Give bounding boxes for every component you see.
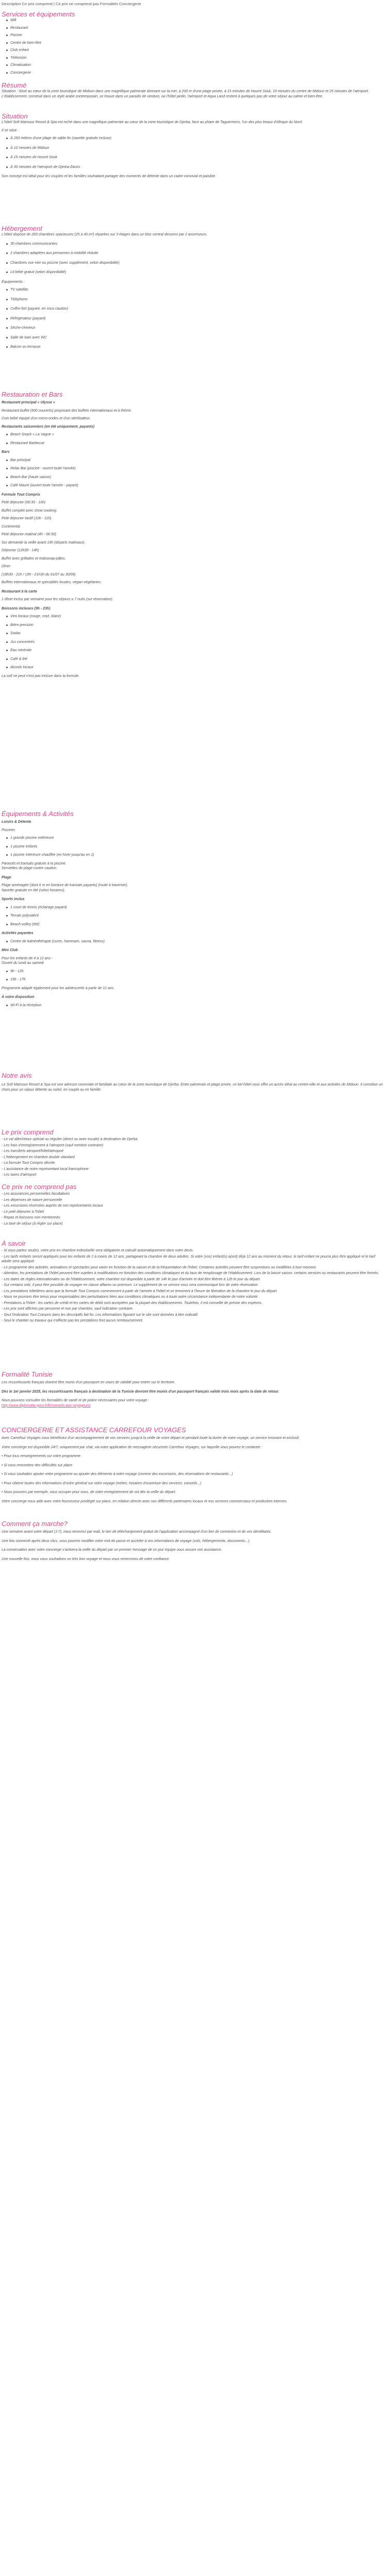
comprend-line: - Le vol aller/retour spécial ou régulier (direct ou avec escale) à destination de Djerba bbox=[2, 1138, 138, 1141]
situation-item: À 30 minutes de l'aéroport de Djerba-Zarzis bbox=[0, 165, 385, 170]
sport-item: 1 court de tennis (éclairage payant) bbox=[0, 905, 385, 910]
savoir-line: - Les prestations hôtelières ainsi que la formule Tout Compris commencent à partir de l'arrivée à l'hôtel et se terminent à l'heure de libération de la chambre le jour du départ. bbox=[2, 1289, 278, 1293]
restauration-section bbox=[0, 391, 385, 679]
savoir-line: - Sur certains vols, il peut être possible de voyager en classe affaires ou premium. Le supplément de ce service vous sera communiqué lors de votre réservation. bbox=[2, 1283, 259, 1287]
ne-comprend-line: - Les excursions réservées auprès de nos représentants locaux bbox=[2, 1204, 103, 1208]
comprend-line: - Les taxes d'aéroport bbox=[2, 1173, 37, 1177]
equipement-item: Balcon ou terrasse bbox=[0, 345, 385, 350]
boisson-item: Alcools locaux bbox=[0, 665, 385, 670]
comprend-section bbox=[0, 1128, 385, 1178]
conciergerie-title: CONCIERGERIE ET ASSISTANCE CARREFOUR VOYAGES bbox=[2, 1426, 186, 1434]
conciergerie-p1: Avec Carrefour Voyages vous bénéficiez d'un accompagnement de vos services jusqu'à la veille de votre départ et pendant toute la durée de votre voyage, un service innovant et exclusif. bbox=[2, 1436, 300, 1440]
comment-p2: Une fois connecté après deux clics, vous pourrez modifier votre mot de passe et accéder à vos informations de voyage (vols, hébergements, documents...). bbox=[2, 1539, 251, 1543]
service-item: Restaurant bbox=[0, 26, 385, 31]
formule-line: Petit déjeuner (06:30 - 10h) bbox=[2, 501, 46, 504]
comment-p3: La conversation avec votre concierge s'activera la veille du départ par un premier message de ce jour équipe vous assure son assistance. bbox=[2, 1548, 222, 1552]
comprend-line: - L'assistance de notre représentant local francophone bbox=[2, 1167, 89, 1171]
avis-section bbox=[0, 1072, 385, 1092]
hebergement-item: 30 chambres communicantes bbox=[0, 242, 385, 247]
boisson-item: Bière pression bbox=[0, 623, 385, 628]
equipement-item: Sèche-cheveux bbox=[0, 326, 385, 331]
breadcrumb: Description Ce prix comprend | Ce prix ne comprend pas Formalités Conciergerie bbox=[2, 2, 141, 6]
piscine-item: 1 piscine enfants bbox=[0, 844, 385, 850]
payantes-list bbox=[0, 939, 385, 944]
restaurant-principal-label: Restaurant principal « Ulysse » bbox=[2, 401, 55, 404]
bars-list bbox=[0, 458, 385, 488]
formule-line: (18h30 - 21h / 19h - 21h30 du 01/07 au 30/09) bbox=[2, 572, 76, 577]
formalites-title: Formalité Tunisie bbox=[2, 1370, 53, 1378]
formule-line: Buffet avec grillades et malsouqa-pâtes. bbox=[2, 556, 66, 561]
formalites-link[interactable]: http://www.diplomatie.gouv.fr/fr/conseils-aux-voyageurs/ bbox=[2, 1403, 91, 1408]
formule-line: Petit déjeuner tardif (10h - 11h) bbox=[2, 517, 52, 520]
savoir-line: - Seul l'indication Tout Compris dans les descriptifs fait foi. Les informations figurant sur le site sont données à titre indicatif. bbox=[2, 1313, 199, 1317]
conciergerie-p2: Votre concierge est disponible 24/7, uniquement par chat, via votre application de messagerie sécurisée Carrefour Voyages, sur laquelle vous pouvez le contacter : bbox=[2, 1445, 263, 1449]
boisson-item: Jus concentrés bbox=[0, 640, 385, 645]
restaurant-principal-text: Restaurant buffet (500 couverts) proposant des buffets internationaux et à thème. bbox=[2, 409, 132, 413]
ne-comprend-line: - Les dépenses de nature personnelle bbox=[2, 1198, 62, 1202]
situation-title: Situation bbox=[2, 112, 28, 120]
formalites-p3: Nous pouvons consulter les formalités de santé et de police nécessaires pour votre voyage : bbox=[2, 1399, 149, 1402]
situation-section bbox=[0, 112, 385, 179]
activites-title: Équipements & Activités bbox=[2, 810, 74, 818]
miniclub-item: 15h - 17h bbox=[0, 977, 385, 982]
boisson-item: Eau minérale bbox=[0, 648, 385, 653]
comprend-line: - Les transferts aéroport/hôtel/aéroport bbox=[2, 1149, 63, 1153]
comprend-line: - L'hébergement en chambre double standard bbox=[2, 1155, 75, 1159]
savoir-line: - Si vous partez seul(e), votre prix en chambre individuelle sera obligatoire et calculé automatiquement dans votre devis. bbox=[2, 1249, 194, 1252]
services-section bbox=[0, 10, 385, 78]
savoir-line: - Le programme des activités, animations et spectacles peut varier en fonction de la saison et de la fréquentation de l'hôtel. Certaines activités peuvent être suspendues ou modifiées à tout moment. bbox=[2, 1265, 317, 1269]
comment-p4: Une nouvelle fois, nous vous souhaitons un très bon voyage et nous vous remercions de votre confiance. bbox=[2, 1557, 170, 1561]
service-item: Conciergerie bbox=[0, 71, 385, 76]
sports-list bbox=[0, 905, 385, 927]
miniclub-label: Mini Club bbox=[2, 948, 18, 952]
services-list bbox=[0, 18, 385, 75]
ne-comprend-title: Ce prix ne comprend pas bbox=[2, 1183, 77, 1191]
hebergement-section bbox=[0, 225, 385, 354]
miniclub-item: 9h - 12h bbox=[0, 969, 385, 974]
ne-comprend-line: - La taxe de séjour (à régler sur place) bbox=[2, 1222, 63, 1226]
services-title: Services et équipements bbox=[2, 10, 75, 18]
savoir-title: À savoir bbox=[2, 1240, 26, 1247]
savoir-lines bbox=[0, 1248, 385, 1324]
conciergerie-line: • Pour tous renseignements sur votre programme bbox=[2, 1454, 81, 1458]
restaurants-saisonniers-list bbox=[0, 432, 385, 446]
equipement-item: Salle de bain avec WC bbox=[0, 335, 385, 341]
situation-item: À 15 minutes de Houmt Souk bbox=[0, 155, 385, 160]
formalites-p1: Les ressortissants français doivent être munis d'un passeport en cours de validité pour entrer sur le territoire. bbox=[2, 1381, 175, 1384]
service-item: Climatisation bbox=[0, 63, 385, 68]
restauration-title: Restauration et Bars bbox=[2, 391, 63, 398]
conciergerie-lines bbox=[0, 1454, 385, 1495]
sport-item: Terrain polyvalent bbox=[0, 913, 385, 919]
boisson-item: Vins locaux (rouge, rosé, blanc) bbox=[0, 614, 385, 619]
bar-item: Bar principal bbox=[0, 458, 385, 463]
hebergement-paragraph: L'hôtel dispose de 269 chambres spacieuses (25 à 40 m²) réparties sur 3 étages dans un bloc central desservi par 2 ascenseurs. bbox=[2, 233, 208, 236]
bar-item: Beach Bar (haute saison) bbox=[0, 475, 385, 480]
boisson-item: Sodas bbox=[0, 631, 385, 636]
boissons-list bbox=[0, 614, 385, 670]
piscines-list bbox=[0, 836, 385, 858]
equipement-item: TV satellite bbox=[0, 287, 385, 293]
sport-item: Beach-volley (été) bbox=[0, 922, 385, 927]
situation-paragraph-3: Son concept est idéal pour les couples et les familles souhaitant partager des moments de détente dans un cadre convivial et paisible. bbox=[2, 175, 216, 178]
payantes-label: Activités payantes bbox=[2, 931, 34, 935]
situation-item: À 10 minutes de Midoun bbox=[0, 146, 385, 151]
service-item: Centre de bien-être bbox=[0, 41, 385, 46]
service-item: Piscine bbox=[0, 33, 385, 38]
resume-paragraph-2: L'établissement, construit dans un style arabe contemporain, se trouve dans un paradis de verdure, où l'hôtel jardin, l'aéroport et Aqua Land restent à quelques pas de votre séjour au calme et bien-être. bbox=[2, 94, 323, 98]
equipements-list bbox=[0, 287, 385, 350]
savoir-line: - Nous ne pouvons être tenus pour responsables des perturbations liées aux conditions climatiques ou à toute autre circonstance indépendante de notre volonté. bbox=[2, 1295, 259, 1299]
comprend-title: Le prix comprend bbox=[2, 1128, 54, 1136]
formule-lines bbox=[0, 500, 385, 585]
formule-line: Continental. bbox=[2, 524, 21, 529]
equipement-item: Coffre-fort (payant, en sous caution) bbox=[0, 307, 385, 312]
resume-paragraph-1: Situation : Situé au cœur de la zone touristique de Midoun dans une magnifique palmeraie donnant sur la mer, à 200 m d'une plage privée, à 15 minutes de Houmt Souk, 10 minutes du centre de Midoun et 25 minutes de l'aéroport. bbox=[2, 90, 369, 93]
situation-paragraph-1: L'hôtel Sofi Mansour Resort & Spa est niché dans une magnifique palmeraie au cœur de la zone touristique de Djerba, face au phare de Taguermess, l'un des plus beaux d'Afrique du Nord. bbox=[2, 121, 303, 124]
conciergerie-section bbox=[0, 1426, 385, 1504]
carte-text: 1 dîner inclus par semaine pour les séjours ≥ 7 nuits (sur réservation). bbox=[2, 598, 113, 601]
savoir-section bbox=[0, 1240, 385, 1324]
comment-p1: Une semaine avant votre départ (J-7), nous recevrez par mail, le lien de téléchargement gratuit de l'application accompagné d'un lien de connexion et de vos identifiants. bbox=[2, 1530, 272, 1534]
situation-list bbox=[0, 136, 385, 170]
formule-line: Buffets internationaux et spécialités locales, végan-végétarien. bbox=[2, 581, 102, 584]
dispo-label: À votre disposition bbox=[2, 995, 35, 999]
hebergement-item: 2 chambres adaptées aux personnes à mobilité réduite bbox=[0, 251, 385, 256]
formule-line: Déjeuner (12h30 - 14h) bbox=[2, 549, 39, 552]
savoir-line: - Seul le chantier ou travaux qui n'affecte pas les prestations font aucun remboursement. bbox=[2, 1319, 143, 1323]
ne-comprend-line: - Repas et boissons non mentionnés bbox=[2, 1216, 60, 1219]
comprend-lines bbox=[0, 1137, 385, 1178]
comprend-line: - La formule Tout Compris décrite bbox=[2, 1161, 55, 1165]
comment-title: Comment ça marche? bbox=[2, 1520, 68, 1528]
equipements-label: Équipements : bbox=[2, 280, 25, 284]
ne-comprend-section bbox=[0, 1183, 385, 1226]
boissons-label: Boissons incluses (9h - 23h) bbox=[2, 606, 51, 611]
resume-section bbox=[0, 81, 385, 99]
formule-label: Formule Tout Compris bbox=[2, 493, 40, 497]
formalites-p2: Dès le 1er janvier 2025, les ressortissants français à destination de la Tunisie devront être munis d'un passeport français valide trois mois après la date de retour. bbox=[2, 1389, 280, 1394]
savoir-line: - Les dates de règles internationales ou de l'établissement, votre chambre est disponible à partir de 14h le jour d'arrivée et doit être libérée à 12h le jour du départ. bbox=[2, 1277, 261, 1281]
boisson-item: Café & thé bbox=[0, 657, 385, 662]
hebergement-item: Chambres vue mer ou piscine (avec supplément, selon disponibilité) bbox=[0, 261, 385, 266]
restaurants-saisonniers-label: Restaurants saisonniers (en été uniquement, payants) bbox=[2, 425, 95, 429]
bar-item: Relax Bar (piscine - ouvert toute l'année) bbox=[0, 466, 385, 471]
restaurant-saisonnier-item: Beach Snack « La Vague » bbox=[0, 432, 385, 437]
miniclub-list bbox=[0, 969, 385, 982]
bars-label: Bars bbox=[2, 450, 10, 454]
conciergerie-line: • Pour obtenir toutes des informations d'ordre général sur votre voyage (météo, horaires d'ouverture des services, conseils...) bbox=[2, 1481, 202, 1485]
conciergerie-line: • Si vous rencontrez des difficultés sur place bbox=[2, 1463, 73, 1467]
situation-item: À 250 mètres d'une plage de sable fin (navette gratuite incluse) bbox=[0, 136, 385, 141]
sports-label: Sports inclus bbox=[2, 897, 25, 901]
savoir-line: - Les tarifs enfants seront appliqués pour les enfants de 2 à moins de 12 ans, partageant la chambre de deux adultes. Si votre (vos) enfant(s) a(ont) déjà 12 ans au moment du retour, le tarif enfant ne pourra plus être appliqué et le tarif adulte sera appliqué. bbox=[2, 1255, 376, 1263]
savoir-line: - Attention, les prestations de l'hôtel peuvent être sujettes à modifications en fonction des conditions climatiques et du taux de remplissage de l'établissement. Lors de la basse saison, certains services ou restaurants peuvent être fermés. bbox=[2, 1272, 379, 1275]
ne-comprend-line: - Les assurances personnelles facultatives bbox=[2, 1192, 70, 1196]
activite-payante-item: Centre de balnéothérapie (cures, hammam, sauna, fitness) bbox=[0, 939, 385, 944]
avis-title: Notre avis bbox=[2, 1072, 32, 1079]
formule-line: Buffet complet avec show cooking. bbox=[2, 509, 57, 513]
hebergement-title: Hébergement bbox=[2, 225, 42, 232]
comprend-line: - Les frais d'enregistrement à l'aéroport (sauf mention contraire) bbox=[2, 1143, 104, 1147]
hebergement-item: Lit bébé gratuit (selon disponibilité) bbox=[0, 270, 385, 275]
plage-label: Plage bbox=[2, 875, 11, 879]
conciergerie-line: • Nous pouvons par exemple, vous occuper pour vous, de votre enregistrement de vol dès la veille du départ. bbox=[2, 1490, 176, 1494]
carte-label: Restaurant à la carte bbox=[2, 589, 37, 594]
formule-line: Sur demande la veille avant 19h (départs matinaux). bbox=[2, 540, 86, 545]
formule-line: Petit déjeuner matinal (4h - 06:30) bbox=[2, 533, 56, 536]
service-item: Télévision bbox=[0, 56, 385, 61]
ne-comprend-line: - Le petit déjeuner à l'hôtel bbox=[2, 1210, 44, 1214]
formalites-section bbox=[0, 1370, 385, 1408]
equipement-item: Téléphone bbox=[0, 297, 385, 302]
conciergerie-p3: Votre concierge vous aide avec votre fournisseur privilégié sur place, en relation directe avec nos différents partenaires locaux et nos services commerciaux et production internes. bbox=[2, 1499, 288, 1503]
piscines-label: Piscines bbox=[2, 828, 15, 832]
service-item: Wifi bbox=[0, 18, 385, 23]
loisirs-label: Loisirs & Détente bbox=[2, 820, 31, 824]
boissons-note: La soif ne peut n'est pas incluse dans la formule. bbox=[2, 674, 80, 678]
resume-title: Résumé bbox=[2, 81, 27, 89]
conciergerie-line: • Si vous souhaitez ajouter votre programme ou ajouter des éléments à votre voyage (comme des excursions, des réservations de restaurants...) bbox=[2, 1472, 233, 1476]
comment-section bbox=[0, 1520, 385, 1562]
restaurant-saisonnier-item: Restaurant Barbecue bbox=[0, 441, 385, 446]
savoir-line: - Prestations à l'hôtel : les cartes de crédit et les cartes de débit sont acceptées par la plupart des établissements. Toutefois, il est conseillé de prévoir des espèces. bbox=[2, 1301, 263, 1305]
savoir-line: - Les prix sont affichés par personne et non par chambre, sauf indication contraire. bbox=[2, 1307, 134, 1311]
piscines-note: Parasols et transats gratuits à la piscine. Serviettes de plage contre caution. bbox=[2, 861, 67, 870]
piscine-item: 1 piscine intérieure chauffée (en hiver jusqu'au en 1) bbox=[0, 853, 385, 858]
activites-section bbox=[0, 810, 385, 1011]
avis-text: Le Sofi Mansour Resort & Spa est une adresse conviviale et familiale au cœur de la zone touristique de Djerba. Entre palmeraie et plage privée, ce bel hôtel vous offre un accès idéal au centre-ville et aux activités de Midoun. Il constitue un choix pour un séjour détente au soleil, en couple ou en famille. bbox=[2, 1083, 383, 1092]
piscine-item: 1 grande piscine extérieure bbox=[0, 836, 385, 841]
miniclub-text: Pour les enfants de 4 à 12 ans - Ouvert du lundi au samedi bbox=[2, 956, 53, 965]
restaurant-principal-text-2: Coin bébé équipé d'un micro-ondes et d'un stérilisateur. bbox=[2, 417, 91, 420]
dispo-list bbox=[0, 1003, 385, 1008]
plage-text: Plage aménagée (dont 6 m en bordure de transats payants) (route à traverser). Navette gratuite en été (selon horaires). bbox=[2, 884, 128, 892]
hebergement-list bbox=[0, 242, 385, 275]
bar-item: Café Maure (ouvert toute l'année - payant) bbox=[0, 483, 385, 488]
service-item: Club enfant bbox=[0, 48, 385, 53]
miniclub-note: Programme adapté également pour les adolescents à partir de 12 ans. bbox=[2, 986, 115, 990]
formule-line: Dîner bbox=[2, 565, 11, 568]
ne-comprend-lines bbox=[0, 1192, 385, 1226]
dispo-item: Wi-Fi à la réception bbox=[0, 1003, 385, 1008]
situation-paragraph-2: Il se situe : bbox=[2, 128, 19, 132]
equipement-item: Réfrigérateur (payant) bbox=[0, 316, 385, 321]
